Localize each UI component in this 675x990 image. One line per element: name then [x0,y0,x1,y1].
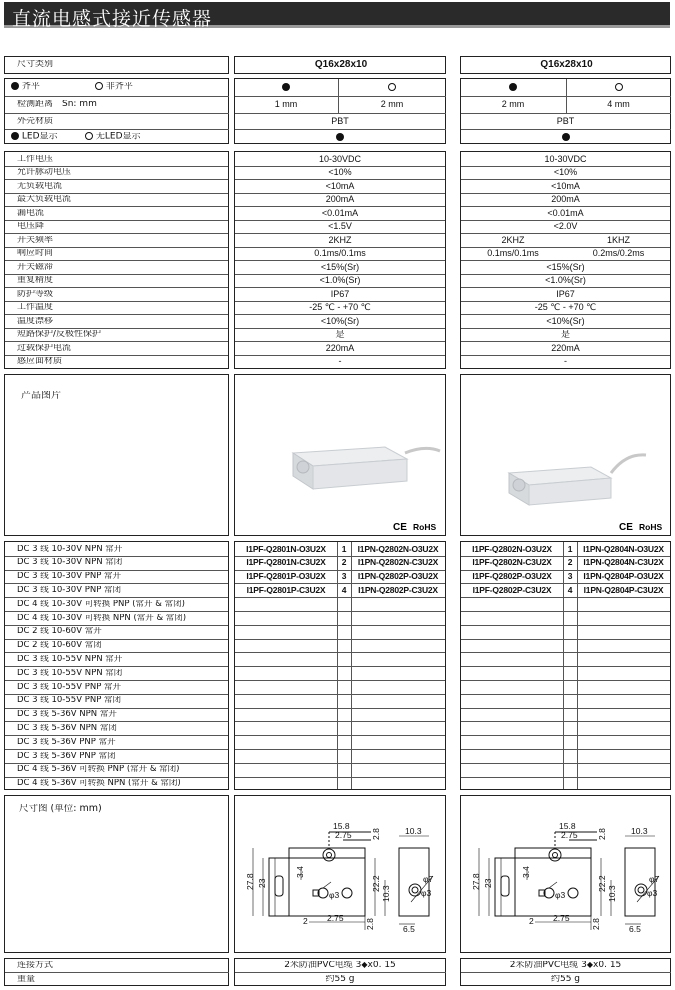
spec-label: 过载保护电流 [17,343,72,353]
wiring-code: 3 [341,572,347,581]
product-label-box [4,374,229,536]
dimension-drawing [461,796,671,952]
spec-value: 0.1ms/0.1ms [314,249,366,258]
dim-text: 27.8 [471,873,481,890]
spec-label: 开关磁滞 [17,262,54,272]
specs-col2 [460,151,671,369]
wiring-label: DC 3 线 10-30V NPN 常闭 [17,558,123,567]
wiring-label: DC 3 线 10-55V NPN 常闭 [17,668,123,678]
spec-value-nonflush: 0.2ms/0.2ms [592,249,645,258]
spec-col1-group-1 [234,78,446,144]
dim-text: 2.75 [335,830,352,840]
spec-label: 温度漂移 [17,316,54,326]
spec-label-group-1 [4,78,229,144]
dim-text: 3.4 [295,866,305,878]
spec-value: <0.01mA [321,208,359,218]
spec-label: 最大负载电流 [17,195,72,204]
conn-col1 [234,958,446,986]
nonflush-icon [95,82,103,90]
rohs-label: RoHS [413,522,437,532]
wiring-code: 4 [341,585,347,595]
dim-text: 2.75 [327,913,344,923]
specs-col1 [234,151,446,369]
detect-flush: 1 mm [274,100,298,109]
led-icon [336,133,344,141]
noled-icon [85,132,93,140]
spec-label: 电压降 [17,222,45,231]
dim-text: 23 [257,878,267,888]
spec-value: <15%(Sr) [320,262,360,272]
cable-diameter-icon: ◆ [361,961,368,969]
dim-text: φ7 [423,874,434,884]
model-1: Q16x28x10 [314,60,368,70]
dim-text: 6.5 [629,924,641,934]
dim-text: 22.2 [371,875,381,892]
cable-text: 2米防油PVC电缆 3 [509,961,587,970]
wiring-code: 2 [341,558,347,567]
wiring-label: DC 3 线 5-36V PNP 常开 [17,737,116,747]
wiring-code: 1 [567,544,573,553]
spec-value: <0.01mA [547,208,584,218]
wiring-label: DC 3 线 10-55V NPN 常开 [17,654,123,664]
spec-value: IP67 [556,289,575,299]
part-number-nonflush: I1PN-Q2802N-O3U2X [357,544,439,553]
page-title: 直流电感式接近传感器 [12,8,213,30]
spec-value-flush: 2KHZ [501,235,525,245]
dim-text: 15.8 [559,821,576,831]
title-bar [4,2,670,28]
dim-text: 2 [303,916,308,926]
product-label: 产品图片 [21,391,61,401]
spec-label: 感应面材质 [17,357,63,366]
dim-text: φ3 [647,888,658,898]
part-number-nonflush: I1PN-Q2802N-C3U2X [357,558,439,567]
detect-nonflush: 4 mm [607,100,630,109]
part-number-nonflush: I1PN-Q2802P-O3U2X [357,572,439,581]
spec-value: <10mA [325,181,355,191]
wiring-label: DC 3 线 10-30V PNP 常闭 [17,585,122,595]
spec-label: 无负载电流 [17,181,63,191]
dim-box-2 [460,795,671,953]
dim-text: 2.8 [591,918,601,930]
spec-value: <10% [553,168,578,177]
model-box-2 [460,56,671,74]
spec-label: 响应时间 [17,249,54,258]
housing-value: PBT [331,117,349,126]
wiring-label: DC 3 线 5-36V NPN 常开 [17,710,117,719]
spec-value: -25 ℃ - +70 ℃ [309,303,371,312]
part-number-nonflush: I1PN-Q2804N-C3U2X [583,558,664,567]
cable-suffix: x0. 15 [367,961,396,970]
led-label: LED显示 [21,132,58,142]
nonflush-label: 非齐平 [105,82,133,92]
part-number-nonflush: I1PN-Q2802P-C3U2X [358,585,438,595]
wiring-labels [4,541,229,790]
wiring-label: DC 3 线 10-30V PNP 常开 [17,572,122,581]
dim-text: 15.8 [333,821,350,831]
part-number-flush: I1PF-Q2801P-C3U2X [246,585,326,595]
spec-value: 是 [335,330,345,339]
wiring-label: DC 2 线 10-60V 常开 [17,627,102,636]
part-number-flush: I1PF-Q2802N-C3U2X [472,558,552,567]
wiring-label: DC 3 线 10-55V PNP 常开 [17,682,122,691]
dim-text: 10.3 [607,885,617,902]
spec-value: 10-30VDC [544,154,587,164]
spec-label: 允许脉动电压 [17,168,72,177]
flush-icon [282,83,290,91]
detect-flush: 2 mm [501,100,525,109]
spec-label: 短路保护/反极性保护 [17,330,102,339]
model-box-1 [234,56,446,74]
conn-col2 [460,958,671,986]
dim-box-1 [234,795,446,953]
spec-value: 220mA [325,343,355,353]
dim-text: 6.5 [403,924,415,934]
wiring-label: DC 2 线 10-60V 常闭 [17,641,102,650]
wiring-label: DC 4 线 10-30V 可转换 NPN (常开 & 常闭) [17,613,187,622]
spec-value: 220mA [551,343,580,353]
dim-text: 10.3 [405,826,422,836]
housing-value: PBT [556,117,575,126]
housing-label: 外壳材质 [17,117,54,126]
spec-value: 10-30VDC [318,154,362,164]
wiring-label: DC 4 线 5-36V 可转换 NPN (常开 & 常闭) [17,779,181,788]
wiring-label: DC 3 线 5-36V PNP 常闭 [17,751,116,760]
spec-value: <1.0%(Sr) [319,276,361,285]
ce-mark: CE [393,522,407,533]
dim-text: φ3 [555,890,566,900]
spec-value-flush: 0.1ms/0.1ms [487,249,539,258]
spec-value: - [338,357,342,366]
part-number-nonflush: I1PN-Q2804P-O3U2X [583,572,664,581]
spec-col2-group-1 [460,78,671,144]
spec-label: 工作电压 [17,154,54,164]
wiring-label: DC 4 线 10-30V 可转换 PNP (常开 & 常闭) [17,599,185,609]
dim-text: 3.4 [521,866,531,878]
wiring-code: 1 [341,544,347,553]
dim-text: φ7 [649,874,660,884]
weight-value: 约55 g [325,975,355,984]
dim-text: 2.8 [365,918,375,930]
dim-label: 尺寸图 (单位: mm) [19,804,102,814]
nonflush-icon [388,83,396,91]
dim-text: 2 [529,916,534,926]
cable-suffix: x0. 15 [593,961,622,970]
dim-text: φ3 [421,888,432,898]
dim-text: 2.75 [561,830,578,840]
size-label: 尺寸类别 [17,60,54,69]
weight-value: 约55 g [550,975,581,984]
nonflush-icon [615,83,623,91]
product-picture-box-2 [460,374,671,536]
model-2: Q16x28x10 [540,60,593,70]
noled-label: 无LED显示 [95,132,141,142]
dim-text: 10.3 [381,885,391,902]
dim-label-box [4,795,229,953]
dim-text: 22.2 [597,875,607,892]
wiring-label: DC 3 线 10-55V PNP 常闭 [17,696,122,705]
wiring-code: 3 [567,572,573,581]
product-picture-box-1 [234,374,446,536]
cable-diameter-icon: ◆ [586,961,594,969]
wiring-code: 2 [567,558,573,567]
spec-value: IP67 [330,289,350,299]
part-number-nonflush: I1PN-Q2804N-O3U2X [583,544,664,553]
size-label-box [4,56,229,74]
spec-value: <1.5V [328,222,352,231]
spec-value: 2KHZ [328,235,352,245]
dim-text: φ3 [329,890,340,900]
part-number-flush: I1PF-Q2801N-C3U2X [246,558,326,567]
ce-mark: CE [619,522,633,533]
part-number-flush: I1PF-Q2801P-O3U2X [246,572,326,581]
sensor-photo-2 [461,375,670,535]
spec-value: -25 ℃ - +70 ℃ [534,303,597,312]
flush-icon [509,83,517,91]
led-icon [11,132,19,140]
weight-label: 重量 [17,975,36,984]
part-number-flush: I1PF-Q2802N-O3U2X [472,544,552,553]
part-number-flush: I1PF-Q2801N-O3U2X [246,544,326,553]
dimension-drawing [235,796,445,952]
detect-nonflush: 2 mm [380,100,404,109]
dim-text: 10.3 [631,826,648,836]
parts-col2 [460,541,671,790]
parts-col1 [234,541,446,790]
spec-label: 防护等级 [17,289,54,299]
spec-value: <10% [328,168,352,177]
spec-value: <1.0%(Sr) [545,276,586,285]
conn-label-box [4,958,229,986]
sensor-photo-1 [235,375,445,535]
flush-label: 齐平 [21,82,40,92]
specs-labels [4,151,229,369]
spec-value: 是 [560,330,570,339]
dim-text: 23 [483,878,493,888]
wiring-label: DC 3 线 10-30V NPN 常开 [17,544,123,553]
part-number-flush: I1PF-Q2802P-O3U2X [472,572,552,581]
spec-value: <10mA [551,181,580,191]
dim-text: 2.8 [597,828,607,840]
spec-label: 开关频率 [17,235,54,245]
spec-value: 200mA [325,195,355,204]
cable-text: 2米防油PVC电缆 3 [284,961,362,970]
dim-text: 2.8 [371,828,381,840]
spec-label: 重复精度 [17,276,54,285]
led-icon [562,133,570,141]
dim-text: 27.8 [245,873,255,890]
spec-value: 200mA [551,195,580,204]
part-number-flush: I1PF-Q2802P-C3U2X [472,585,552,595]
spec-value: <15%(Sr) [546,262,585,272]
spec-label: 漏电流 [17,208,45,218]
wiring-label: DC 3 线 5-36V NPN 常闭 [17,723,117,733]
dim-text: 2.75 [553,913,570,923]
spec-value: <2.0V [553,222,578,231]
spec-value: - [564,357,567,366]
rohs-label: RoHS [639,522,663,532]
wiring-code: 4 [567,585,573,595]
conn-label: 连接方式 [17,961,54,970]
spec-label: 工作温度 [17,303,54,312]
spec-value: <10%(Sr) [546,316,585,326]
flush-icon [11,82,19,90]
detect-label: 检测距离 Sn: mm [17,100,97,109]
spec-value-nonflush: 1KHZ [606,235,630,245]
spec-value: <10%(Sr) [320,316,360,326]
part-number-nonflush: I1PN-Q2804P-C3U2X [583,585,664,595]
wiring-label: DC 4 线 5-36V 可转换 PNP (常开 & 常闭) [17,765,180,774]
